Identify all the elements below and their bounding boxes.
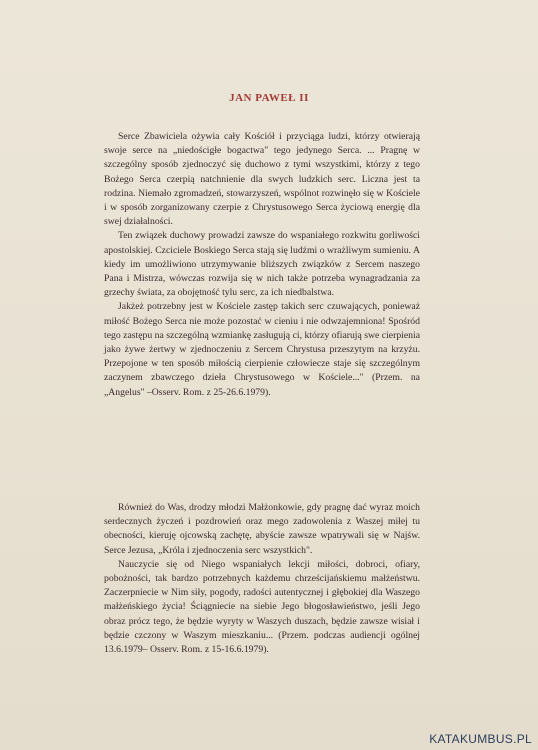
section-2 bbox=[104, 501, 420, 657]
paragraph: Serce Zbawiciela ożywia cały Kościół i przyciąga ludzi, którzy otwierają swoje serce na „niedościgłe bogactwa" tego jedynego Serca. ... Pragnę w szczególny sposób zjednoczyć się duchowo z tymi wszystkimi, którzy z tego Bożego Serca czerpią natchnienie dla swych ludzkich serc. Liczna jest ta rodzina. Niemało zgromadzeń, stowarzyszeń, wspólnot rozwinęło się w Kościele i w sposób zorganizowany czerpie z Chrystusowego Serca życiową energię dla swej działalności. bbox=[104, 131, 420, 228]
page-heading: JAN PAWEŁ II bbox=[229, 92, 309, 104]
paragraph: Ten związek duchowy prowadzi zawsze do wspaniałego rozkwitu gorliwości apostolskiej. Czciciele Boskiego Serca stają się ludźmi o wrażliwym sumieniu. A kiedy im umożliwiono utrzymywanie bliższych związków z Sercem naszego Pana i Mistrza, wówczas rozwija się w nich także potrzeba wynagradzania za grzechy świata, za obojętność tylu serc, za ich niedbalstwa. bbox=[104, 230, 420, 299]
watermark: KATAKUMBUS.PL bbox=[429, 732, 532, 746]
paragraph: Nauczycie się od Niego wspaniałych lekcji miłości, dobroci, ofiary, pobożności, tak bardzo potrzebnych każdemu chrześcijańskiemu małżeństwu. Zaczerpniecie w Nim siły, pogody, radości autentycznej i głębokiej dla Waszego małżeńskiego życia! Ściągniecie na siebie Jego błogosławieństwo, jeśli Jego obraz prócz tego, że będzie wyryty w Waszych duszach, będzie zawsze wisiał i będzie czczony w Waszym mieszkaniu... (Przem. podczas audiencji ogólnej 13.6.1979– Osserv. Rom. z 15-16.6.1979). bbox=[104, 558, 420, 656]
paragraph: Jakżeż potrzebny jest w Kościele zastęp takich serc czuwających, ponieważ miłość Bożego Serca nie może pozostać w cieniu i nie odwzajemniona! Spośród tego zastępu na szczególną wzmiankę zasługują ci, którzy ofiarują swe cierpienia jako żywe żertwy w zjednoczeniu z Sercem Chrystusa przeszytym na krzyżu. Przepojone w ten sposób miłością cierpienie człowiecze staje się szczególnym zaczynem zbawczego dzieła Chrystusowego w Kościele..." (Przem. na „Angelus" –Osserv. Rom. z 25-26.6.1979). bbox=[104, 301, 420, 398]
paragraph: Również do Was, drodzy młodzi Małżonkowie, gdy pragnę dać wyraz moich serdecznych życzeń i pozdrowień oraz mego zadowolenia z Waszej miłej tu obecności, kieruję ojcowską zachętę, abyście zawsze wpatrywali się w Najśw. Serce Jezusa, „Króla i zjednoczenia serc wszystkich". bbox=[104, 502, 420, 556]
section-1 bbox=[104, 130, 420, 400]
